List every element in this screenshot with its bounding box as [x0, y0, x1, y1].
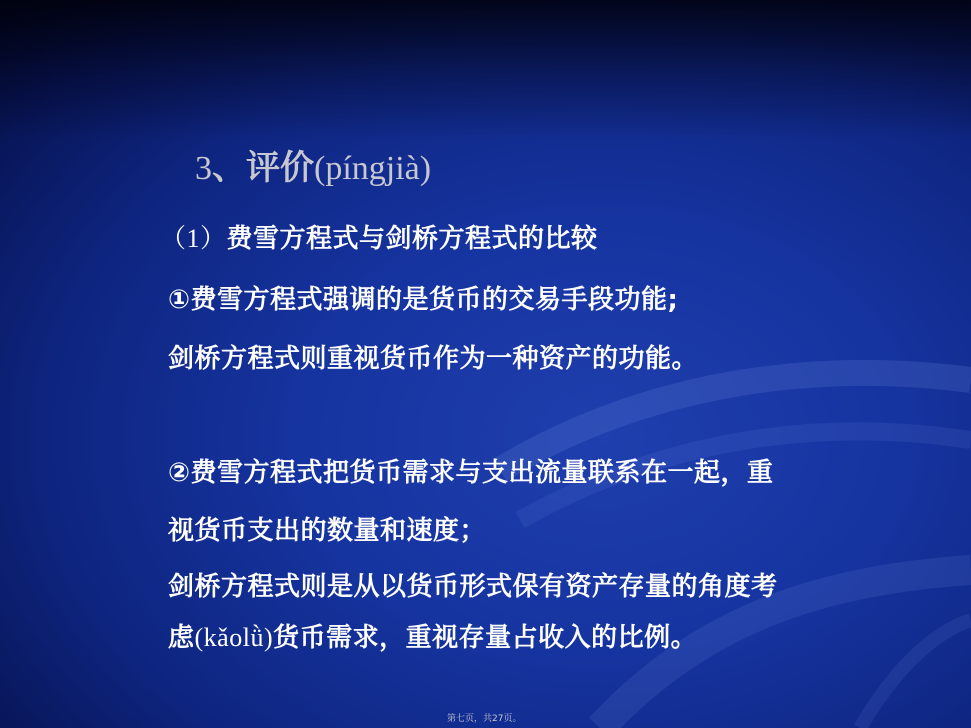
point-2-line-2: 视货币支出的数量和速度；	[168, 516, 487, 546]
point-2-line-4-pinyin: (kǎolǜ)	[194, 623, 274, 652]
point-2-line-4	[168, 617, 697, 654]
title-text: 评价	[246, 148, 314, 188]
title-pinyin: (píngjià)	[314, 150, 432, 187]
slide-title	[195, 140, 431, 189]
point-1-line-1: ①费雪方程式强调的是货币的交易手段功能;	[168, 285, 679, 315]
page-footer: 第七页，共27页。	[447, 714, 522, 724]
comparison-heading-text: 费雪方程式与剑桥方程式的比较	[226, 224, 598, 254]
comparison-heading	[160, 218, 598, 255]
point-2-line-4-start: 虑	[168, 623, 195, 653]
point-2-line-3: 剑桥方程式则是从以货币形式保有资产存量的角度考	[168, 572, 778, 602]
title-separator: 、	[212, 148, 246, 188]
comparison-heading-prefix: （1）	[160, 224, 227, 253]
point-2-line-4-text: 货币需求，重视存量占收入的比例。	[273, 623, 698, 653]
point-2-line-1: ②费雪方程式把货币需求与支出流量联系在一起，重	[168, 458, 774, 488]
point-1-line-2: 剑桥方程式则重视货币作为一种资产的功能。	[168, 344, 699, 374]
title-number: 3	[195, 150, 212, 187]
